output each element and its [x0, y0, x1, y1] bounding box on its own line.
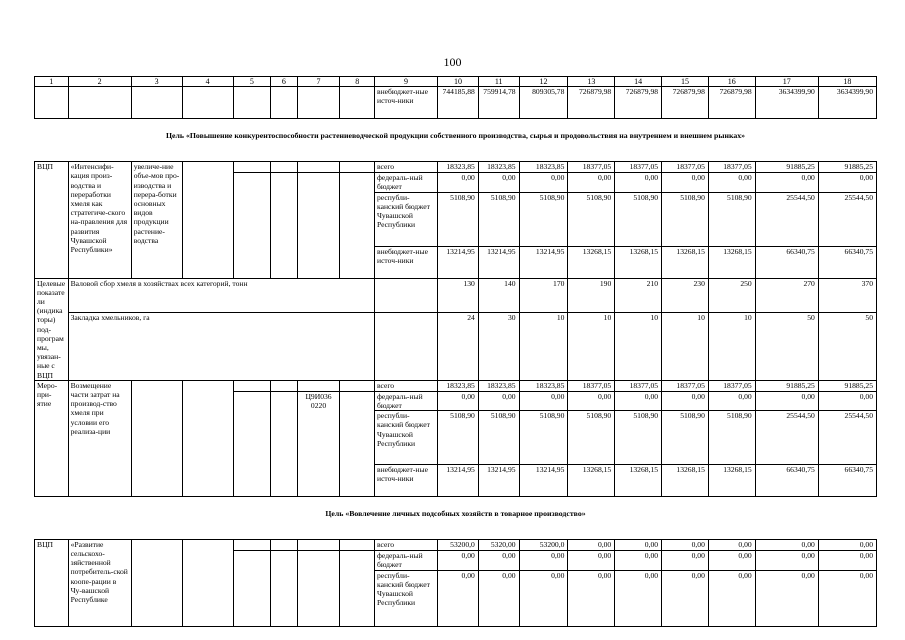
value-cell: 13214,95	[438, 246, 479, 278]
value-cell: 10	[519, 312, 568, 380]
source-cell: внебюджет-ные источ-ники	[375, 246, 438, 278]
value-cell: 13214,95	[438, 465, 479, 497]
value-cell: 18377,05	[708, 380, 755, 391]
value-cell: 5108,90	[568, 411, 615, 465]
value-cell: 0,00	[615, 550, 662, 570]
value-cell: 0,00	[662, 550, 709, 570]
value-cell: 370	[818, 278, 876, 312]
value-cell: 18377,05	[662, 162, 709, 173]
value-cell: 18323,85	[438, 162, 479, 173]
source-cell: республи-канский бюджет Чувашской Республики	[375, 192, 438, 246]
value-cell: 5108,90	[662, 192, 709, 246]
column-header: 6	[271, 77, 297, 87]
value-cell: 10	[708, 312, 755, 380]
column-header: 5	[233, 77, 271, 87]
source-cell: всего	[375, 539, 438, 550]
column-header: 7	[297, 77, 340, 87]
program-type: ВЦП	[35, 539, 69, 626]
page-number: 100	[443, 55, 462, 69]
value-cell: 726879,98	[615, 87, 662, 119]
column-header: 10	[438, 77, 479, 87]
measure-name: Возмещение части затрат на производ-ство хмеля при условии его реализа-ции	[68, 380, 131, 496]
program-type: ВЦП	[35, 162, 69, 278]
source-cell: республи-канский бюджет Чувашской Республики	[375, 570, 438, 626]
value-cell: 66340,75	[818, 246, 876, 278]
value-cell: 13214,95	[478, 246, 519, 278]
value-cell: 0,00	[615, 570, 662, 626]
value-cell: 0,00	[662, 391, 709, 410]
value-cell: 0,00	[708, 570, 755, 626]
budget-table	[34, 76, 877, 627]
value-cell: 0,00	[438, 570, 479, 626]
value-cell: 13268,15	[708, 465, 755, 497]
column-header: 3	[131, 77, 182, 87]
value-cell: 5108,90	[615, 411, 662, 465]
value-cell: 10	[615, 312, 662, 380]
empty-cell	[68, 87, 131, 119]
empty-cell	[340, 162, 375, 173]
value-cell: 0,00	[568, 173, 615, 192]
table-row	[35, 523, 877, 539]
empty-cell	[233, 87, 271, 119]
value-cell: 5108,90	[568, 192, 615, 246]
value-cell: 13268,15	[662, 465, 709, 497]
empty-cell	[233, 162, 271, 173]
value-cell: 0,00	[818, 570, 876, 626]
value-cell: 25544,50	[755, 411, 818, 465]
value-cell: 91885,25	[755, 162, 818, 173]
value-cell: 5108,90	[708, 192, 755, 246]
column-header: 4	[182, 77, 233, 87]
value-cell: 5320,00	[478, 539, 519, 550]
program-name: «Интенсифи-кация произ-водства и переработки хмеля как стратегиче-ского на-правления для развития Чувашской Республики»	[68, 162, 131, 278]
column-header: 9	[375, 77, 438, 87]
value-cell: 30	[478, 312, 519, 380]
value-cell: 0,00	[478, 173, 519, 192]
value-cell: 726879,98	[568, 87, 615, 119]
value-cell: 0,00	[478, 391, 519, 410]
spacer	[35, 523, 877, 539]
value-cell: 25544,50	[818, 192, 876, 246]
value-cell: 0,00	[755, 173, 818, 192]
value-cell: 91885,25	[818, 162, 876, 173]
value-cell: 5108,90	[615, 192, 662, 246]
empty-cell	[340, 87, 375, 119]
value-cell: 0,00	[568, 391, 615, 410]
value-cell: 0,00	[708, 391, 755, 410]
value-cell: 18377,05	[615, 162, 662, 173]
value-cell: 18323,85	[478, 380, 519, 391]
value-cell: 13268,15	[662, 246, 709, 278]
value-cell: 5108,90	[478, 192, 519, 246]
value-cell: 130	[438, 278, 479, 312]
empty-cell	[233, 550, 271, 626]
table-row	[35, 539, 877, 550]
value-cell: 0,00	[615, 539, 662, 550]
value-cell: 0,00	[519, 570, 568, 626]
table-row	[35, 131, 877, 149]
value-cell: 0,00	[615, 173, 662, 192]
value-cell: 53200,0	[438, 539, 479, 550]
spacer	[35, 497, 877, 510]
empty-cell	[182, 87, 233, 119]
spacer	[35, 119, 877, 132]
column-header: 8	[340, 77, 375, 87]
value-cell: 10	[662, 312, 709, 380]
column-header: 11	[478, 77, 519, 87]
value-cell: 53200,0	[519, 539, 568, 550]
empty-cell	[131, 539, 182, 626]
value-cell: 18377,05	[568, 162, 615, 173]
measure-type: Меро-при-ятие	[35, 380, 69, 496]
value-cell: 13214,95	[478, 465, 519, 497]
value-cell: 0,00	[662, 570, 709, 626]
value-cell: 0,00	[662, 173, 709, 192]
empty-cell	[340, 391, 375, 496]
value-cell: 190	[568, 278, 615, 312]
source-cell: внебюджет-ные источ-ники	[375, 87, 438, 119]
table-row	[35, 119, 877, 132]
value-cell: 18323,85	[438, 380, 479, 391]
empty-cell	[233, 173, 271, 278]
value-cell: 18377,05	[568, 380, 615, 391]
value-cell: 13268,15	[708, 246, 755, 278]
column-header: 12	[519, 77, 568, 87]
column-header: 14	[615, 77, 662, 87]
table-row	[35, 87, 877, 119]
goal-title: Цель «Вовлечение личных подсобных хозяйств в товарное производство»	[325, 509, 586, 519]
empty-cell	[297, 87, 340, 119]
value-cell: 0,00	[568, 539, 615, 550]
source-cell: всего	[375, 162, 438, 173]
value-cell: 250	[708, 278, 755, 312]
value-cell: 726879,98	[662, 87, 709, 119]
value-cell: 759914,78	[478, 87, 519, 119]
value-cell: 0,00	[662, 539, 709, 550]
value-cell: 809305,78	[519, 87, 568, 119]
value-cell: 0,00	[568, 570, 615, 626]
value-cell: 0,00	[438, 173, 479, 192]
empty-cell	[271, 380, 297, 391]
value-cell: 0,00	[755, 539, 818, 550]
spacer	[35, 149, 877, 162]
value-cell: 5108,90	[438, 192, 479, 246]
column-header: 17	[755, 77, 818, 87]
table-row	[35, 509, 877, 523]
column-header: 16	[708, 77, 755, 87]
table-row	[35, 278, 877, 312]
value-cell: 230	[662, 278, 709, 312]
value-cell: 18323,85	[478, 162, 519, 173]
value-cell: 0,00	[818, 391, 876, 410]
value-cell: 50	[818, 312, 876, 380]
empty-cell	[271, 162, 297, 173]
empty-cell	[375, 278, 438, 312]
value-cell: 5108,90	[478, 411, 519, 465]
empty-cell	[297, 173, 340, 278]
value-cell: 25544,50	[818, 411, 876, 465]
value-cell: 0,00	[755, 391, 818, 410]
value-cell: 0,00	[519, 391, 568, 410]
empty-cell	[271, 539, 297, 550]
column-header: 13	[568, 77, 615, 87]
value-cell: 13268,15	[568, 465, 615, 497]
value-cell: 18377,05	[708, 162, 755, 173]
empty-cell	[297, 162, 340, 173]
value-cell: 13268,15	[615, 246, 662, 278]
value-cell: 3634399,90	[818, 87, 876, 119]
empty-cell	[340, 173, 375, 278]
column-header: 1	[35, 77, 69, 87]
goal-title: Цель «Повышение конкурентоспособности растениеводческой продукции собственного производства, сырья и продовольствия на внутреннем и внешнем рынках»	[165, 131, 746, 141]
source-cell: федераль-ный бюджет	[375, 550, 438, 570]
value-cell: 0,00	[818, 550, 876, 570]
table-row	[35, 162, 877, 173]
value-cell: 0,00	[708, 550, 755, 570]
value-cell: 0,00	[568, 550, 615, 570]
empty-cell	[271, 391, 297, 496]
value-cell: 5108,90	[438, 411, 479, 465]
source-cell: федераль-ный бюджет	[375, 391, 438, 410]
source-cell: республи-канский бюджет Чувашской Республики	[375, 411, 438, 465]
table-row	[35, 497, 877, 510]
value-cell: 5108,90	[662, 411, 709, 465]
source-cell: внебюджет-ные источ-ники	[375, 465, 438, 497]
empty-cell	[340, 550, 375, 626]
table-row	[35, 149, 877, 162]
empty-cell	[35, 87, 69, 119]
empty-cell	[340, 380, 375, 391]
value-cell: 10	[568, 312, 615, 380]
empty-cell	[233, 380, 271, 391]
value-cell: 91885,25	[818, 380, 876, 391]
value-cell: 50	[755, 312, 818, 380]
empty-cell	[233, 391, 271, 496]
value-cell: 66340,75	[818, 465, 876, 497]
empty-cell	[297, 550, 340, 626]
value-cell: 170	[519, 278, 568, 312]
value-cell: 18323,85	[519, 162, 568, 173]
indicator-name: Валовой сбор хмеля в хозяйствах всех категорий, тонн	[68, 278, 374, 312]
value-cell: 0,00	[818, 539, 876, 550]
empty-cell	[297, 539, 340, 550]
empty-cell	[340, 539, 375, 550]
value-cell: 140	[478, 278, 519, 312]
value-cell: 66340,75	[755, 246, 818, 278]
value-cell: 0,00	[438, 391, 479, 410]
table-body	[35, 77, 877, 627]
table-row	[35, 380, 877, 391]
value-cell: 18377,05	[615, 380, 662, 391]
empty-cell	[271, 550, 297, 626]
value-cell: 5108,90	[519, 411, 568, 465]
value-cell: 270	[755, 278, 818, 312]
value-cell: 0,00	[438, 550, 479, 570]
empty-cell	[182, 380, 233, 496]
value-cell: 66340,75	[755, 465, 818, 497]
value-cell: 13214,95	[519, 465, 568, 497]
budget-code: Ц9И036 0220	[297, 391, 340, 496]
empty-cell	[375, 312, 438, 380]
source-cell: всего	[375, 380, 438, 391]
value-cell: 25544,50	[755, 192, 818, 246]
table-row	[35, 312, 877, 380]
value-cell: 0,00	[708, 539, 755, 550]
program-name: «Развитие сельскохо-зяйственной потребитель-ской коопе-рации в Чу-вашской Республике	[68, 539, 131, 626]
source-cell: федераль-ный бюджет	[375, 173, 438, 192]
empty-cell	[297, 380, 340, 391]
value-cell: 0,00	[615, 391, 662, 410]
value-cell: 18323,85	[519, 380, 568, 391]
value-cell: 0,00	[818, 173, 876, 192]
value-cell: 744185,88	[438, 87, 479, 119]
column-header: 15	[662, 77, 709, 87]
value-cell: 210	[615, 278, 662, 312]
empty-cell	[182, 539, 233, 626]
empty-cell	[233, 539, 271, 550]
value-cell: 91885,25	[755, 380, 818, 391]
value-cell: 0,00	[755, 570, 818, 626]
indicators-label: Целевые показатели (индикаторы) под-программы, увязан-ные с ВЦП	[35, 278, 69, 380]
table-row	[35, 77, 877, 87]
value-cell: 13268,15	[568, 246, 615, 278]
value-cell: 3634399,90	[755, 87, 818, 119]
column-header: 18	[818, 77, 876, 87]
value-cell: 5108,90	[708, 411, 755, 465]
value-cell: 0,00	[478, 570, 519, 626]
value-cell: 726879,98	[708, 87, 755, 119]
empty-cell	[131, 380, 182, 496]
value-cell: 0,00	[708, 173, 755, 192]
value-cell: 13214,95	[519, 246, 568, 278]
empty-cell	[182, 162, 233, 278]
value-cell: 0,00	[519, 550, 568, 570]
value-cell: 0,00	[755, 550, 818, 570]
value-cell: 24	[438, 312, 479, 380]
empty-cell	[271, 87, 297, 119]
value-cell: 18377,05	[662, 380, 709, 391]
program-goal: увеличе-ние объе-мов про-изводства и перера-ботки основных видов продукции растение-водства	[131, 162, 182, 278]
value-cell: 0,00	[478, 550, 519, 570]
empty-cell	[131, 87, 182, 119]
value-cell: 0,00	[519, 173, 568, 192]
value-cell: 5108,90	[519, 192, 568, 246]
value-cell: 13268,15	[615, 465, 662, 497]
indicator-name: Закладка хмельников, га	[68, 312, 374, 380]
column-header: 2	[68, 77, 131, 87]
empty-cell	[271, 173, 297, 278]
